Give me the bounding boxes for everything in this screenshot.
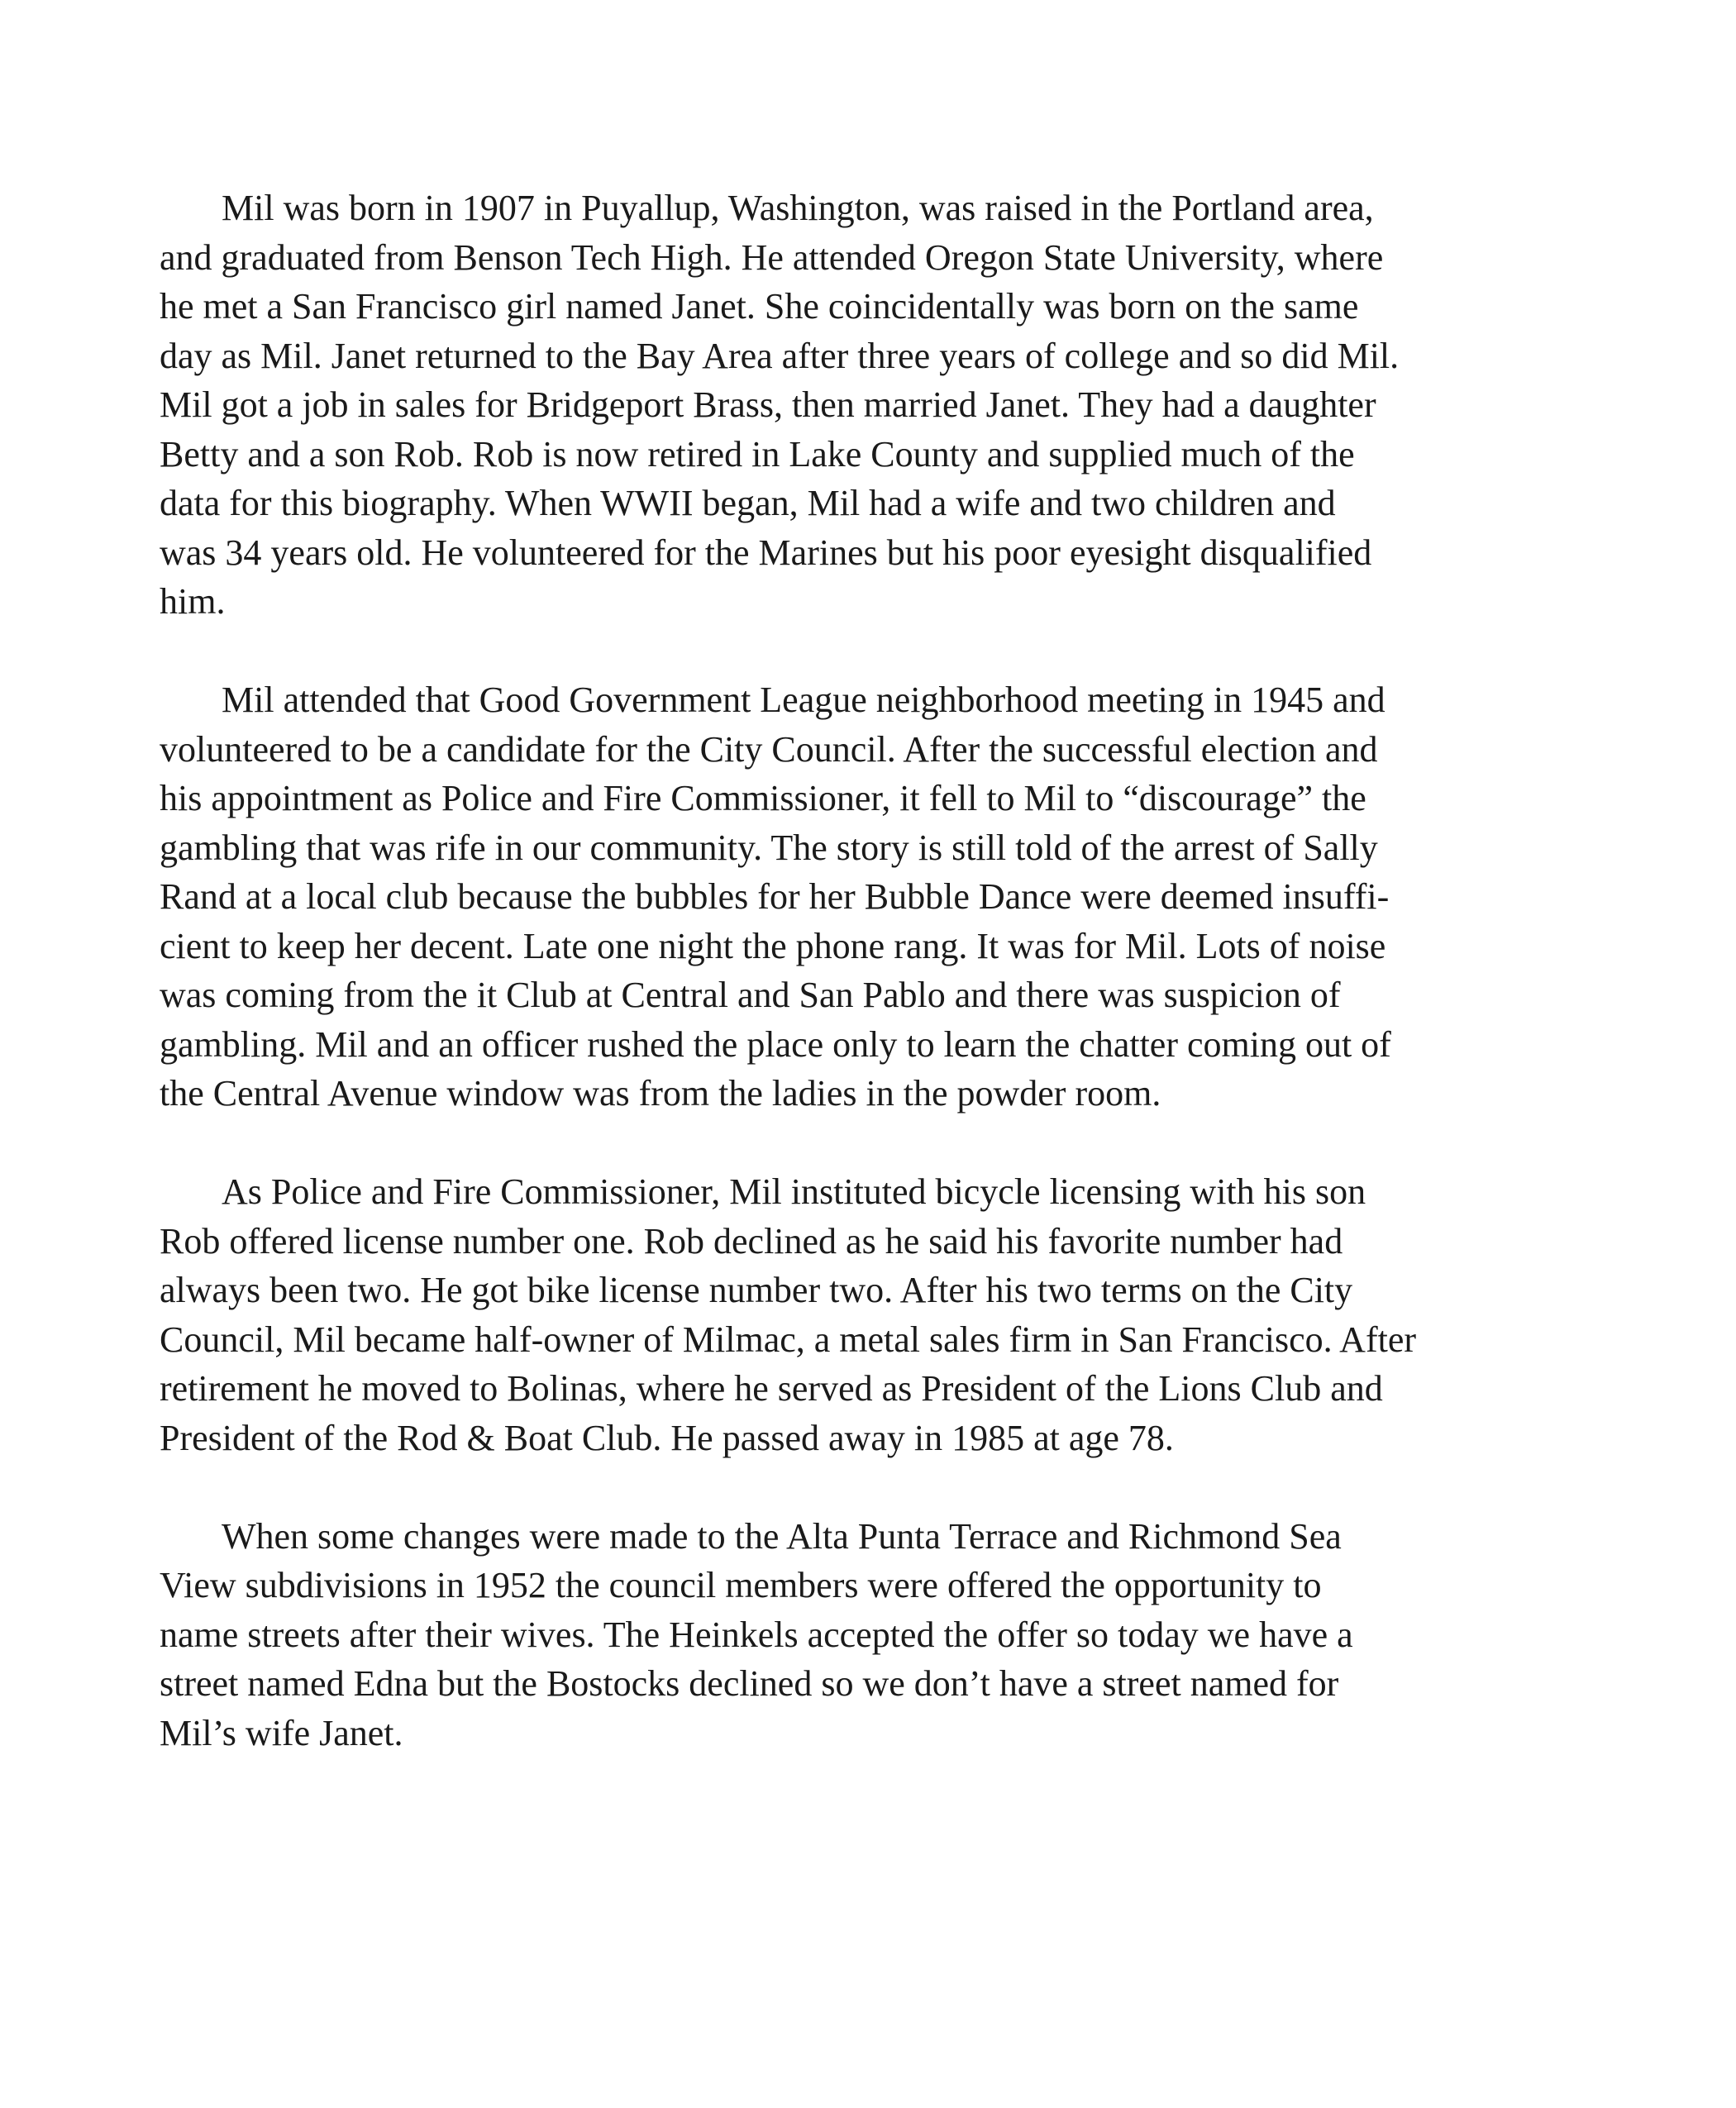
text-line: street named Edna but the Bostocks declined so we don’t have a street named for [160, 1663, 1339, 1704]
text-line: and graduated from Benson Tech High. He attended Oregon State University, where [160, 236, 1384, 278]
text-line: volunteered to be a candidate for the City Council. After the successful election and [160, 728, 1378, 770]
text-line: his appointment as Police and Fire Commissioner, it fell to Mil to “discourage” the [160, 778, 1366, 818]
text-line: Mil got a job in sales for Bridgeport Brass, then married Janet. They had a daughter [160, 384, 1376, 425]
text-line: him. [160, 581, 226, 622]
text-line: the Central Avenue window was from the ladies in the powder room. [160, 1073, 1161, 1114]
paragraph-early-life [160, 184, 1565, 627]
text-line: Betty and a son Rob. Rob is now retired in Lake County and supplied much of the [160, 433, 1355, 475]
text-line: gambling that was rife in our community. The story is still told of the arrest of Sally [160, 827, 1378, 868]
text-line: View subdivisions in 1952 the council members were offered the opportunity to [160, 1565, 1322, 1605]
text-line: cient to keep her decent. Late one night the phone rang. It was for Mil. Lots of noise [160, 925, 1386, 966]
text-line: As Police and Fire Commissioner, Mil instituted bicycle licensing with his son [222, 1171, 1366, 1212]
paragraph-street-names [160, 1512, 1565, 1758]
text-line: always been two. He got bike license number two. After his two terms on the City [160, 1270, 1353, 1310]
text-line: Mil’s wife Janet. [160, 1712, 403, 1753]
text-line: was coming from the it Club at Central and San Pablo and there was suspicion of [160, 975, 1341, 1015]
text-line: was 34 years old. He volunteered for the Marines but his poor eyesight disqualified [160, 532, 1372, 573]
text-line: Council, Mil became half-owner of Milmac, a metal sales firm in San Francisco. After [160, 1319, 1416, 1360]
text-line: Rob offered license number one. Rob declined as he said his favorite number had [160, 1220, 1343, 1261]
text-line: When some changes were made to the Alta Punta Terrace and Richmond Sea [222, 1515, 1342, 1557]
text-line: day as Mil. Janet returned to the Bay Area after three years of college and so did Mil. [160, 335, 1400, 376]
text-line: he met a San Francisco girl named Janet. She coincidentally was born on the same [160, 286, 1359, 327]
paragraph-commissioner [160, 1167, 1565, 1462]
text-line: name streets after their wives. The Heinkels accepted the offer so today we have a [160, 1614, 1353, 1655]
text-line: Rand at a local club because the bubbles for her Bubble Dance were deemed insuffi- [160, 876, 1390, 917]
text-line: President of the Rod & Boat Club. He passed away in 1985 at age 78. [160, 1417, 1174, 1458]
text-line: retirement he moved to Bolinas, where he served as President of the Lions Club and [160, 1368, 1383, 1409]
text-line: Mil attended that Good Government League neighborhood meeting in 1945 and [222, 680, 1385, 720]
text-line: data for this biography. When WWII began, Mil had a wife and two children and [160, 483, 1336, 523]
paragraph-city-council [160, 675, 1565, 1118]
text-line: Mil was born in 1907 in Puyallup, Washington, was raised in the Portland area, [222, 188, 1374, 228]
text-line: gambling. Mil and an officer rushed the place only to learn the chatter coming out of [160, 1023, 1391, 1065]
document-page [160, 184, 1565, 1807]
